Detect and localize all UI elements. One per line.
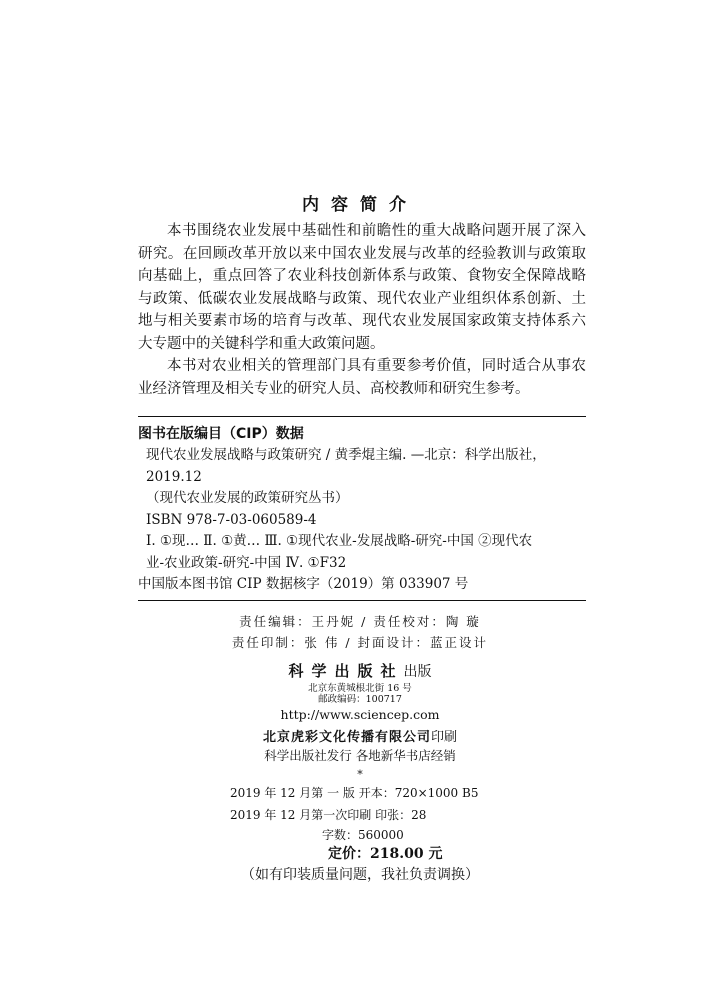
publisher-website: http://www.sciencep.com (280, 707, 440, 722)
printer-line (0, 726, 720, 745)
intro-title: 内容简介 (302, 195, 418, 215)
cip-year-line: 2019.12 (146, 468, 202, 485)
intro-paragraph: 本书对农业相关的管理部门具有重要参考价值，同时适合从事农业经济管理及相关专业的研究人员、高校教师和研究生参考。 (138, 358, 586, 397)
printer-name: 北京虎彩文化传播有限公司 (262, 730, 431, 745)
publisher-name-suffix: 出版 (403, 664, 432, 680)
cip-series-line: （现代农业发展的政策研究丛书） (146, 490, 349, 506)
cip-heading: 图书在版编目（CIP）数据 (138, 426, 304, 442)
publisher-name: 科学出版社 (288, 662, 404, 680)
publisher-line (0, 660, 720, 681)
distribution-line: 科学出版社发行 各地新华书店经销 (264, 748, 456, 763)
separator-star: * (357, 768, 363, 781)
price: 定价：218.00 元 (328, 846, 443, 862)
cip-title-line: 现代农业发展战略与政策研究 / 黄季焜主编. —北京：科学出版社， (146, 447, 546, 463)
staff-line-1: 责任编辑：王丹妮 / 责任校对：陶 璇 (239, 614, 481, 629)
edition-line-1: 2019 年 12 月第 一 版 开本：720×1000 B5 (230, 786, 479, 800)
cip-check-number: 中国版本图书馆 CIP 数据核字（2019）第 033907 号 (138, 576, 469, 592)
intro-body (138, 220, 586, 400)
printer-suffix: 印刷 (431, 730, 458, 745)
publisher-address: 北京东黄城根北街 16 号 (308, 683, 412, 694)
cip-subjects-line2: 业-农业政策-研究-中国 Ⅳ. ①F32 (146, 554, 347, 571)
edition-line-2: 2019 年 12 月第一次印刷 印张：28 (230, 808, 427, 822)
quality-note: （如有印装质量问题，我社负责调换） (241, 867, 479, 883)
publisher-postcode: 邮政编码：100717 (318, 694, 402, 705)
word-count: 字数：560000 (322, 828, 404, 842)
cip-isbn: ISBN 978-7-03-060589-4 (146, 511, 317, 528)
cip-subjects-line1: Ⅰ. ①现… Ⅱ. ①黄… Ⅲ. ①现代农业-发展战略-研究-中国 ②现代农 (146, 533, 533, 549)
cip-block (138, 416, 586, 601)
intro-paragraph: 本书围绕农业发展中基础性和前瞻性的重大战略问题开展了深入研究。在回顾改革开放以来中国农业发展与改革的经验教训与政策取向基础上，重点回答了农业科技创新体系与政策、食物安全保障战略与政策、低碳农业发展战略与政策、现代农业产业组织体系创新、土地与相关要素市场的培育与改革、现代农业发展国家政策支持体系六大专题中的关键科学和重大政策问题。 (138, 223, 586, 352)
staff-line-2: 责任印制：张 伟 / 封面设计：蓝正设计 (231, 635, 489, 650)
